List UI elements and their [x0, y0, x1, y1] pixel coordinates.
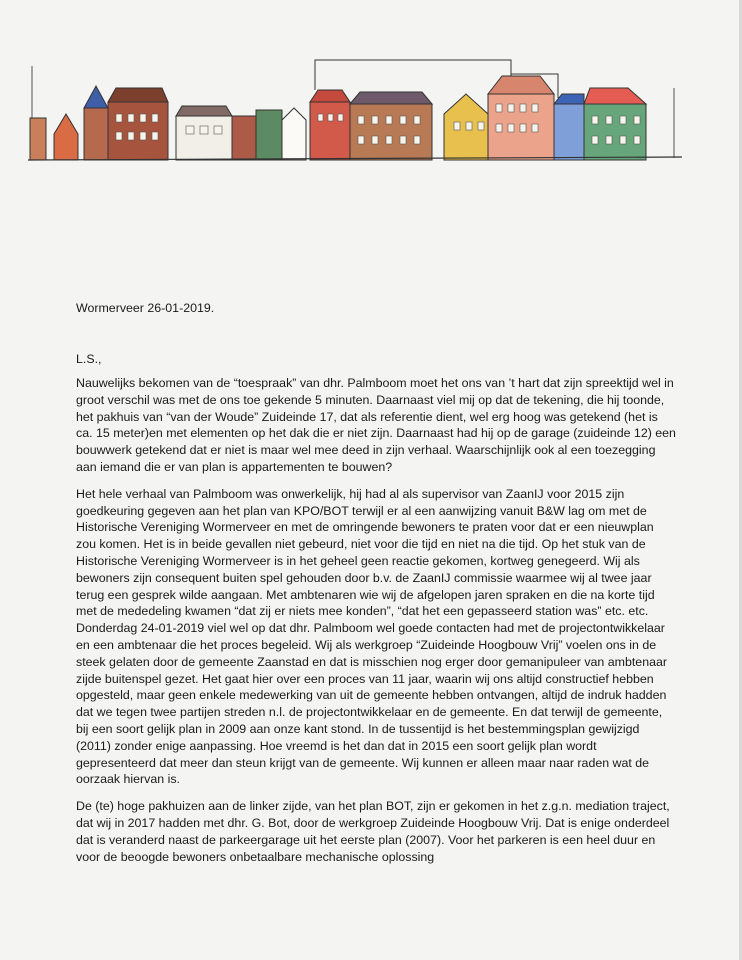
letter-salutation: L.S., [76, 352, 102, 366]
street-facade-drawing [26, 58, 690, 170]
letter-body [76, 375, 676, 875]
letter-paragraph: Nauwelijks bekomen van de “toespraak” van dhr. Palmboom moet het ons van ’t hart dat zijn spreektijd wel in groot verschil was met de ons toe gekende 5 minuten. Daarnaast viel mij op dat de tekening, die hij toonde, het pakhuis van “van der Woude” Zuideinde 17, dat als referentie dient, wel erg hoog was getekend (het is ca. 15 meter)en met elementen op het dak die er niet zijn. Daarnaast had hij op de garage (zuideinde 12) een bouwwerk getekend dat er niet is maar wel mee deed in zijn verhaal. Waarschijnlijk ook al een toezegging aan iemand die er van plan is appartementen te bouwen? [76, 376, 676, 474]
letter-paragraph: Het hele verhaal van Palmboom was onwerkelijk, hij had al als supervisor van ZaanIJ voor 2015 zijn goedkeuring gegeven aan het plan van KPO/BOT terwijl er al een aanwijzing vanuit B&W lag om met de Historische Vereniging Wormerveer en met de omringende bewoners te praten voor dat er een nieuwplan zou komen. Het is in beide gevallen niet gebeurd, niet voor die tijd en niet na die tijd. Op het stuk van de Historische Vereniging Wormerveer is in het geheel geen reactie gekomen, kortweg genegeerd. Wij als bewoners zijn consequent buiten spel gehouden door b.v. de ZaanIJ commissie waarmee wij al twee jaar terug een gesprek wilde aangaan. Met ambtenaren wie wij de afgelopen jaren spraken en die na korte tijd met de mededeling kwamen “dat zij er niets mee konden”, “dat het een gepasseerd station was” etc. etc. Donderdag 24-01-2019 viel wel op dat dhr. Palmboom wel goede contacten had met de projectontwikkelaar en een ambtenaar die het proces begeleid. Wij als werkgroep “Zuideinde Hoogbouw Vrij” voelen ons in de steek gelaten door de gemeente Zaanstad en dat is misschien nog erger door gemanipuleer van ambtenaar zijde buitenspel gezet. Het gaat hier over een proces van 11 jaar, waarin wij ons altijd constructief hebben opgesteld, maar geen enkele medewerking van uit de gemeente hebben ontvangen, altijd de indruk hadden dat we tegen twee partijen streden n.l. de projectontwikkelaar en de gemeente. En dat terwijl de gemeente, bij een soort gelijk plan in 2009 aan onze kant stond. In de tussentijd is het bestemmingsplan gewijzigd (2011) zonder enige aanpassing. Hoe vreemd is het dan dat in 2015 een soort gelijk plan wordt gepresenteerd dat meer dan steun krijgt van de gemeente. Wij kunnen er alleen maar naar raden wat de oorzaak hiervan is. [76, 486, 667, 787]
letter-date: Wormerveer 26-01-2019. [76, 301, 215, 315]
letter-paragraph: De (te) hoge pakhuizen aan de linker zijde, van het plan BOT, zijn er gekomen in het z.g.n. mediation traject, dat wij in 2017 hadden met dhr. G. Bot, door de werkgroep Zuideinde Hoogbouw Vrij. Dat is enige onderdeel dat is veranderd naast de parkeergarage uit het eerste plan (2007). Voor het parkeren is een heel duur en voor de beoogde bewoners onbetaalbare mechanische oplossing [76, 799, 670, 864]
